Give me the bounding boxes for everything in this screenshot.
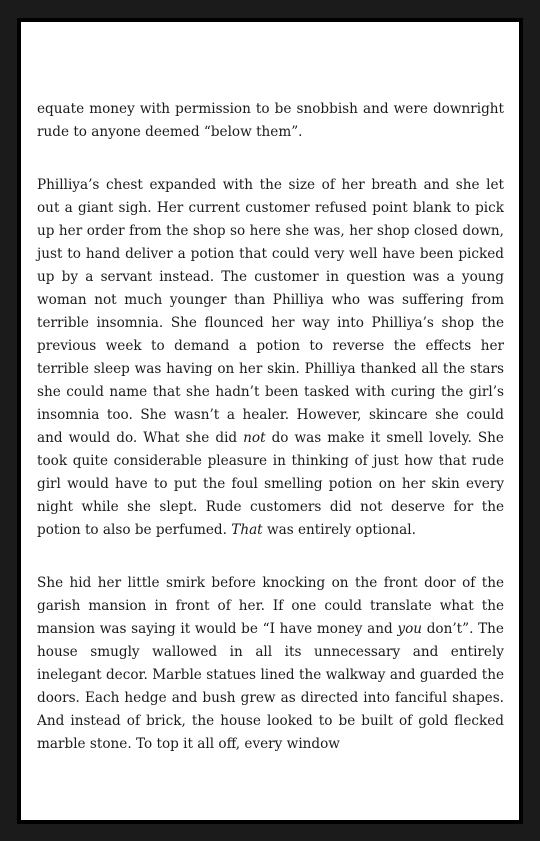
paragraph-1 [37, 98, 504, 144]
emphasis-text: not [243, 430, 266, 446]
paragraph-text: She hid her little smirk before knocking on the front door of the garish mansion in front of her. If one could translate what the mansion was saying it would be “I have money and [37, 575, 504, 637]
paragraph-text: do was make it smell lovely. She took quite considerable pleasure in thinking of just how that rude girl would have to put the foul smelling potion on her skin every night while she slept. Rude customers did not deserve for the potion to also be perfumed. [37, 430, 504, 538]
paragraph-2 [37, 174, 504, 542]
book-page [21, 22, 519, 820]
paragraph-text: equate money with permission to be snobbish and were downright rude to anyone deemed “below them”. [37, 101, 504, 140]
paragraph-3 [37, 572, 504, 756]
paragraph-text: don’t”. The house smugly wallowed in all its unnecessary and entirely inelegant decor. Marble statues lined the walkway and guarded the doors. Each hedge and bush grew as directed into fanciful shapes. And instead of brick, the house looked to be built of gold flecked marble stone. To top it all off, every window [37, 621, 504, 752]
emphasis-text: you [397, 621, 423, 637]
paragraph-text: Philliya’s chest expanded with the size of her breath and she let out a giant sigh. Her current customer refused point blank to pick up her order from the shop so here she was, her shop closed down, just to hand deliver a potion that could very well have been picked up by a servant instead. The customer in question was a young woman not much younger than Philliya who was suffering from terrible insomnia. She flounced her way into Philliya’s shop the previous week to demand a potion to reverse the effects her terrible sleep was having on her skin. Philliya thanked all the stars she could name that she hadn’t been tasked with curing the girl’s insomnia too. She wasn’t a healer. However, skincare she could and would do. What she did [37, 177, 504, 446]
page-body-text [37, 98, 504, 786]
paragraph-text: was entirely optional. [262, 522, 416, 538]
emphasis-text: That [231, 522, 263, 538]
